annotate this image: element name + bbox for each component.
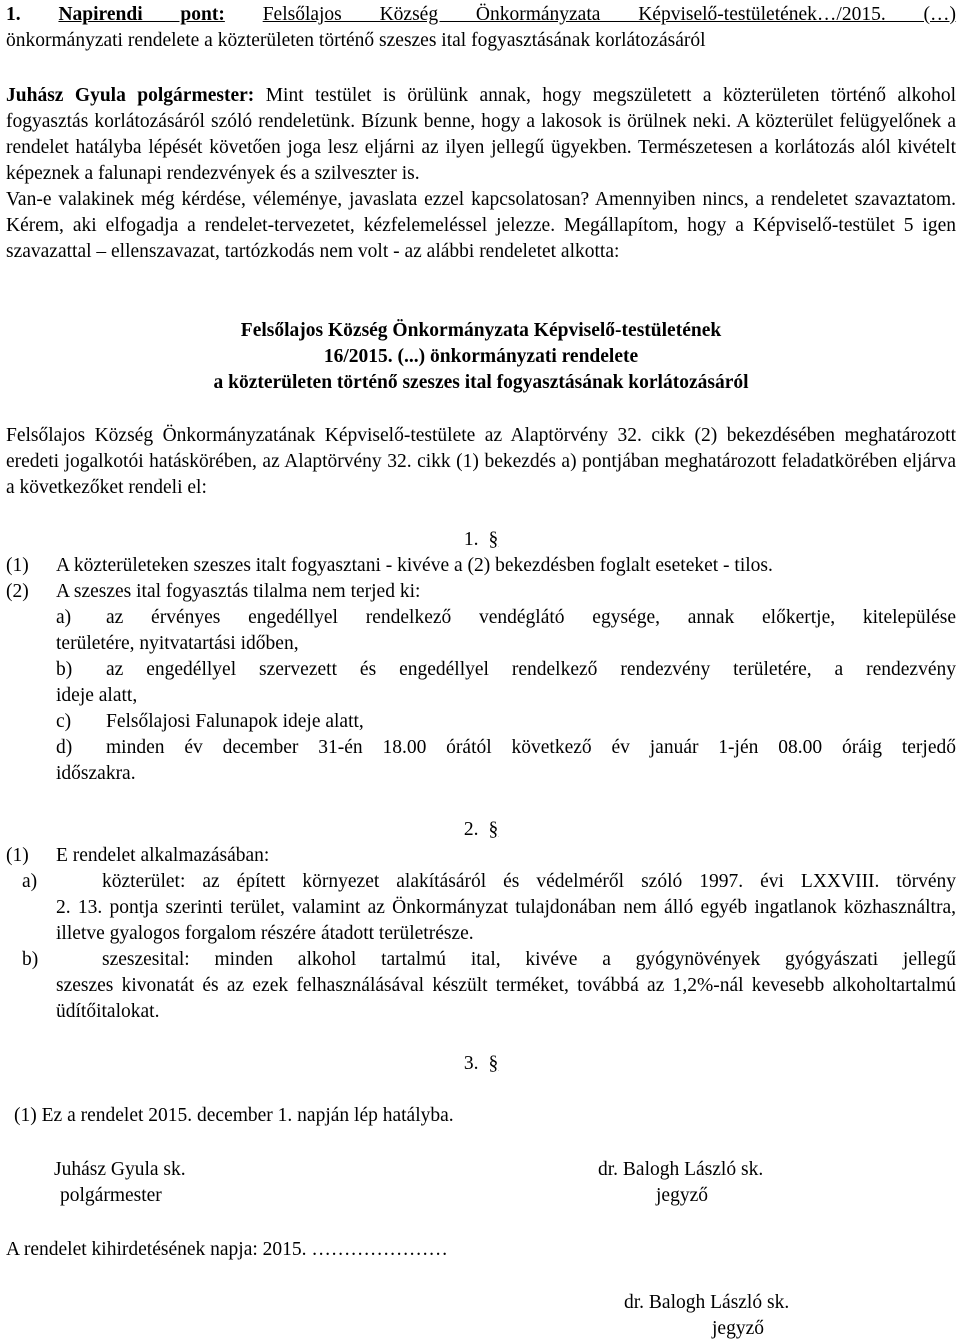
list-item xyxy=(56,657,956,683)
item-text: az engedéllyel szervezett és engedéllyel rendelkező rendezvény területére, a rendezvény xyxy=(106,659,956,680)
exemption-list xyxy=(6,605,956,787)
paragraph-text: A közterületeken szeszes italt fogyasztani - kivéve a (2) bekezdésben foglalt eseteket - tilos. xyxy=(56,555,773,576)
regulation-title-line1: Felsőlajos Község Önkormányzata Képviselő-testületének xyxy=(240,320,722,341)
section-1-paragraph-1 xyxy=(6,553,956,579)
section-2-body xyxy=(6,843,956,1025)
agenda-heading xyxy=(6,2,956,54)
section-3-heading xyxy=(6,1051,956,1077)
signer-role: jegyző xyxy=(656,1185,708,1206)
preamble xyxy=(6,423,956,501)
paragraph-text: A szeszes ital fogyasztás tilalma nem terjed ki: xyxy=(56,581,421,602)
item-continuation: szeszes kivonatát és az ezek felhasználásával készült terméket, továbbá az 1,2%-nál kevesebb alkoholtartalmú üdítőitalokat. xyxy=(56,975,956,1022)
section-2-paragraph-1 xyxy=(6,843,956,869)
signer-name: Juhász Gyula sk. xyxy=(54,1159,186,1180)
paragraph-label: (1) xyxy=(6,845,29,866)
section-2-heading xyxy=(6,817,956,843)
speech-text-1: Mint testület is örülünk annak, hogy megszületett a közterületen történő alkohol fogyasztás korlátozásáról szóló rendeletünk. Bízunk benne, hogy a lakosok is örülnek neki. A közterület felügyelőnek a rendelet hatályba lépését követően joga lesz eljárni az ilyen jellegű ügyekben. Természetesen a korlátozás alól kivételt képeznek a falunapi rendezvények és a szilveszter is. xyxy=(6,85,956,184)
regulation-title-line2: 16/2015. (...) önkormányzati rendelete xyxy=(323,346,639,367)
preamble-text: Felsőlajos Község Önkormányzatának Képviselő-testülete az Alaptörvény 32. cikk (2) bekezdésében meghatározott eredeti jogalkotói hatáskörében, az Alaptörvény 32. cikk (1) bekezdés a) pontjában meghatározott feladatkörében eljárva a következőket rendeli el: xyxy=(6,425,956,498)
section-1-paragraph-2 xyxy=(6,579,956,605)
definition-item xyxy=(6,947,956,973)
agenda-title-part1: Felsőlajos Község Önkormányzata Képviselő-testületének…/2015. (…) xyxy=(262,4,957,25)
signer-role: polgármester xyxy=(60,1185,162,1206)
regulation-title-line3: a közterületen történő szeszes ital fogyasztásának korlátozásáról xyxy=(213,372,749,393)
item-label: b) xyxy=(56,659,73,680)
item-text: az érvényes engedéllyel rendelkező vendéglátó egysége, annak előkertje, kitelepülése xyxy=(106,607,956,628)
item-continuation: területére, nyitvatartási időben, xyxy=(56,633,299,654)
mayor-signature xyxy=(54,1157,186,1209)
section-3-number: 3. xyxy=(463,1053,479,1074)
regulation-title xyxy=(6,318,956,396)
list-item xyxy=(56,735,956,761)
item-label: c) xyxy=(56,711,72,732)
paragraph-label: (1) xyxy=(6,555,29,576)
item-label: a) xyxy=(22,871,38,892)
paragraph-text: Ez a rendelet 2015. december 1. napján lép hatályba. xyxy=(41,1105,454,1126)
speech-paragraph-1 xyxy=(6,83,956,187)
section-symbol: § xyxy=(488,819,499,840)
final-signature xyxy=(624,1290,789,1342)
agenda-heading-line2: önkormányzati rendelete a közterületen történő szeszes ital fogyasztásának korlátozásáról xyxy=(6,30,706,51)
paragraph-text: E rendelet alkalmazásában: xyxy=(56,845,270,866)
signer-role: jegyző xyxy=(712,1318,764,1339)
item-label: d) xyxy=(56,737,73,758)
definition-item xyxy=(6,869,956,895)
item-text: Felsőlajosi Falunapok ideje alatt, xyxy=(106,711,364,732)
section-1-number: 1. xyxy=(463,529,479,550)
item-text: szeszesital: minden alkohol tartalmú ital, kivéve a gyógynövények gyógyászati jellegű xyxy=(102,949,956,970)
agenda-number: 1. xyxy=(6,4,21,25)
signer-name: dr. Balogh László sk. xyxy=(624,1292,790,1313)
section-1-body xyxy=(6,553,956,787)
section-symbol: § xyxy=(488,529,499,550)
paragraph-label: (2) xyxy=(6,581,29,602)
signer-name: dr. Balogh László sk. xyxy=(598,1159,764,1180)
item-label: a) xyxy=(56,607,72,628)
agenda-heading-line1 xyxy=(6,2,956,28)
list-item xyxy=(56,605,956,631)
section-3-body xyxy=(14,1103,454,1129)
notary-signature xyxy=(598,1157,763,1209)
list-item xyxy=(56,709,956,735)
section-symbol: § xyxy=(488,1053,499,1074)
announcement-date: A rendelet kihirdetésének napja: 2015. ………………… xyxy=(6,1239,448,1260)
speech-paragraph-2: Van-e valakinek még kérdése, véleménye, javaslata ezzel kapcsolatosan? Amennyiben nincs, a rendeletet szavaztatom. Kérem, aki elfogadja a rendelet-tervezetet, kézfelemeléssel jelezze. Megállapítom, hogy a Képviselő-testület 5 igen szavazattal – ellenszavazat, tartózkodás nem volt - az alábbi rendeletet alkotta: xyxy=(6,189,956,262)
item-continuation: ideje alatt, xyxy=(56,685,138,706)
mayor-speech xyxy=(6,83,956,265)
section-2-number: 2. xyxy=(463,819,479,840)
agenda-label: Napirendi pont: xyxy=(58,4,225,25)
paragraph-label: (1) xyxy=(14,1105,37,1126)
item-continuation: 2. 13. pontja szerinti terület, valamint az Önkormányzat tulajdonában nem álló egyéb ingatlanok közhasználtra, illetve gyalogos forgalom részére átadott területrésze. xyxy=(56,897,956,944)
speaker-name: Juhász Gyula polgármester: xyxy=(6,85,255,106)
item-label: b) xyxy=(22,949,39,970)
item-continuation: időszakra. xyxy=(56,763,136,784)
section-1-heading xyxy=(6,527,956,553)
item-text: minden év december 31-én 18.00 órától következő év január 1-jén 08.00 óráig terjedő xyxy=(106,737,956,758)
item-text: közterület: az épített környezet alakításáról és védelméről szóló 1997. évi LXXVIII. törvény xyxy=(102,871,956,892)
